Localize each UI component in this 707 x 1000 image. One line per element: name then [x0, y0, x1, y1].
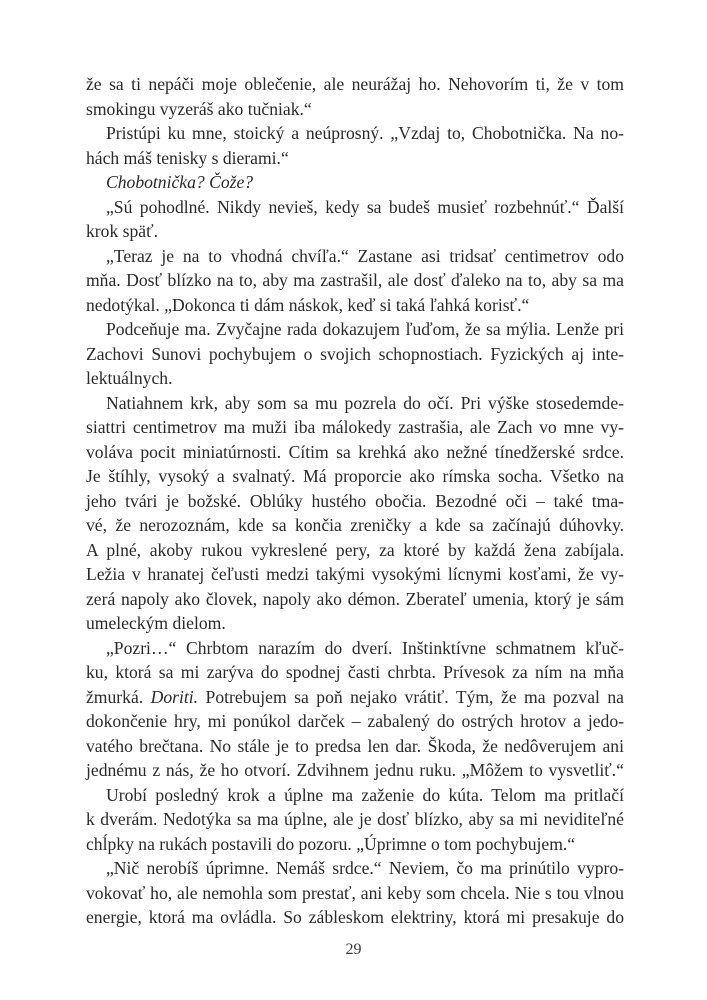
text-line: „Nič nerobíš úprimne. Nemáš srdce.“ Neviem, čo ma prinútilo vypro- — [106, 858, 624, 878]
text-line: nedotýkal. „Dokonca ti dám náskok, keď si taká ľahká korisť.“ — [86, 294, 530, 315]
text-line: Chobotnička? Čože? — [106, 172, 254, 192]
text-line: vé, že nerozoznám, kde sa končia zreničky a kde sa začínajú dúhovky. — [86, 515, 624, 535]
text-line: Je štíhly, vysoký a svalnatý. Má proporcie ako rímska socha. Všetko na — [86, 466, 624, 486]
text-line: vatého brečtana. No stále je to predsa len dar. Škoda, že nedôverujem ani — [86, 735, 624, 756]
text-line: vokovať ho, ale nemohla som prestať, ani keby som chcela. Nie s tou vlnou — [86, 882, 624, 903]
page-number: 29 — [345, 941, 362, 958]
text-line: hách máš tenisky s dierami.“ — [86, 147, 289, 168]
text-line: k dverám. Nedotýka sa ma úplne, ale je dosť blízko, aby sa mi neviditeľné — [86, 809, 624, 829]
text-line: zerá napoly ako človek, napoly ako démon. Zberateľ umenia, ktorý je sám — [86, 588, 624, 609]
text-line: voláva pocit miniatúrnosti. Cítim sa krehká ako nežné tínedžerské srdce. — [86, 441, 624, 462]
text-line: jednému z nás, že ho otvorí. Zdvihnem jednu ruku. „Môžem to vysvetliť.“ — [86, 760, 624, 780]
text-line: Natiahnem krk, aby som sa mu pozrela do očí. Pri výške stosedemde- — [106, 392, 624, 413]
text-line: smokingu vyzeráš ako tučniak.“ — [86, 98, 312, 119]
text-line: ku, ktorá sa mi zarýva do spodnej časti chrbta. Prívesok za ním na mňa — [86, 662, 624, 682]
italic-word: Doriti. — [150, 686, 199, 707]
text-line: Ležia v hranatej čeľusti medzi takými vysokými lícnymi kosťami, že vy- — [86, 564, 624, 584]
text-line: krok späť. — [86, 221, 159, 241]
text-line: žmurká. Doriti. Potrebujem sa poň nejako vrátiť. Tým, že ma pozval na — [86, 686, 624, 707]
text-line: jeho tvári je božské. Oblúky hustého obočia. Bezodné oči – také tma- — [86, 490, 624, 511]
text-line: Pristúpi ku mne, stoický a neúprosný. „Vzdaj to, Chobotnička. Na no- — [106, 123, 624, 143]
text-line: Podceňuje ma. Zvyčajne rada dokazujem ľuďom, že sa mýlia. Lenže pri — [106, 319, 624, 339]
text-line: energie, ktorá ma ovládla. So zábleskom elektriny, ktorá mi presakuje do — [86, 907, 624, 927]
text-line: „Pozri…“ Chrbtom narazím do dverí. Inštinktívne schmatnem kľuč- — [106, 637, 624, 658]
text-line: umeleckým dielom. — [86, 613, 226, 633]
text-line: „Teraz je na to vhodná chvíľa.“ Zastane asi tridsať centimetrov odo — [106, 245, 624, 266]
text-line: „Sú pohodlné. Nikdy nevieš, kedy sa budeš musieť rozbehnúť.“ Ďalší — [106, 196, 624, 217]
text-line: chĺpky na rukách postavili do pozoru. „Úprimne o tom pochybujem.“ — [86, 833, 576, 854]
text-line: lektuálnych. — [86, 368, 173, 388]
text-line: A plné, akoby rukou vykreslené pery, za ktoré by každá žena zabíjala. — [86, 539, 624, 560]
text-line: siattri centimetrov ma muži iba málokedy zastrašia, ale Zach vo mne vy- — [86, 417, 624, 437]
text-line: dokončenie hry, mi ponúkol darček – zabalený do ostrých hrotov a jedo- — [86, 711, 624, 731]
book-page-body — [86, 72, 624, 930]
text-line: že sa ti nepáči moje oblečenie, ale neurážaj ho. Nehovorím ti, že v tom — [86, 74, 624, 94]
text-line: mňa. Dosť blízko na to, aby ma zastrašil, ale dosť ďaleko na to, aby sa ma — [86, 270, 624, 290]
text-line: Urobí posledný krok a úplne ma zaženie do kúta. Telom ma pritlačí — [106, 784, 624, 805]
text-line: Zachovi Sunovi pochybujem o svojich schopnostiach. Fyzických aj inte- — [86, 343, 624, 364]
